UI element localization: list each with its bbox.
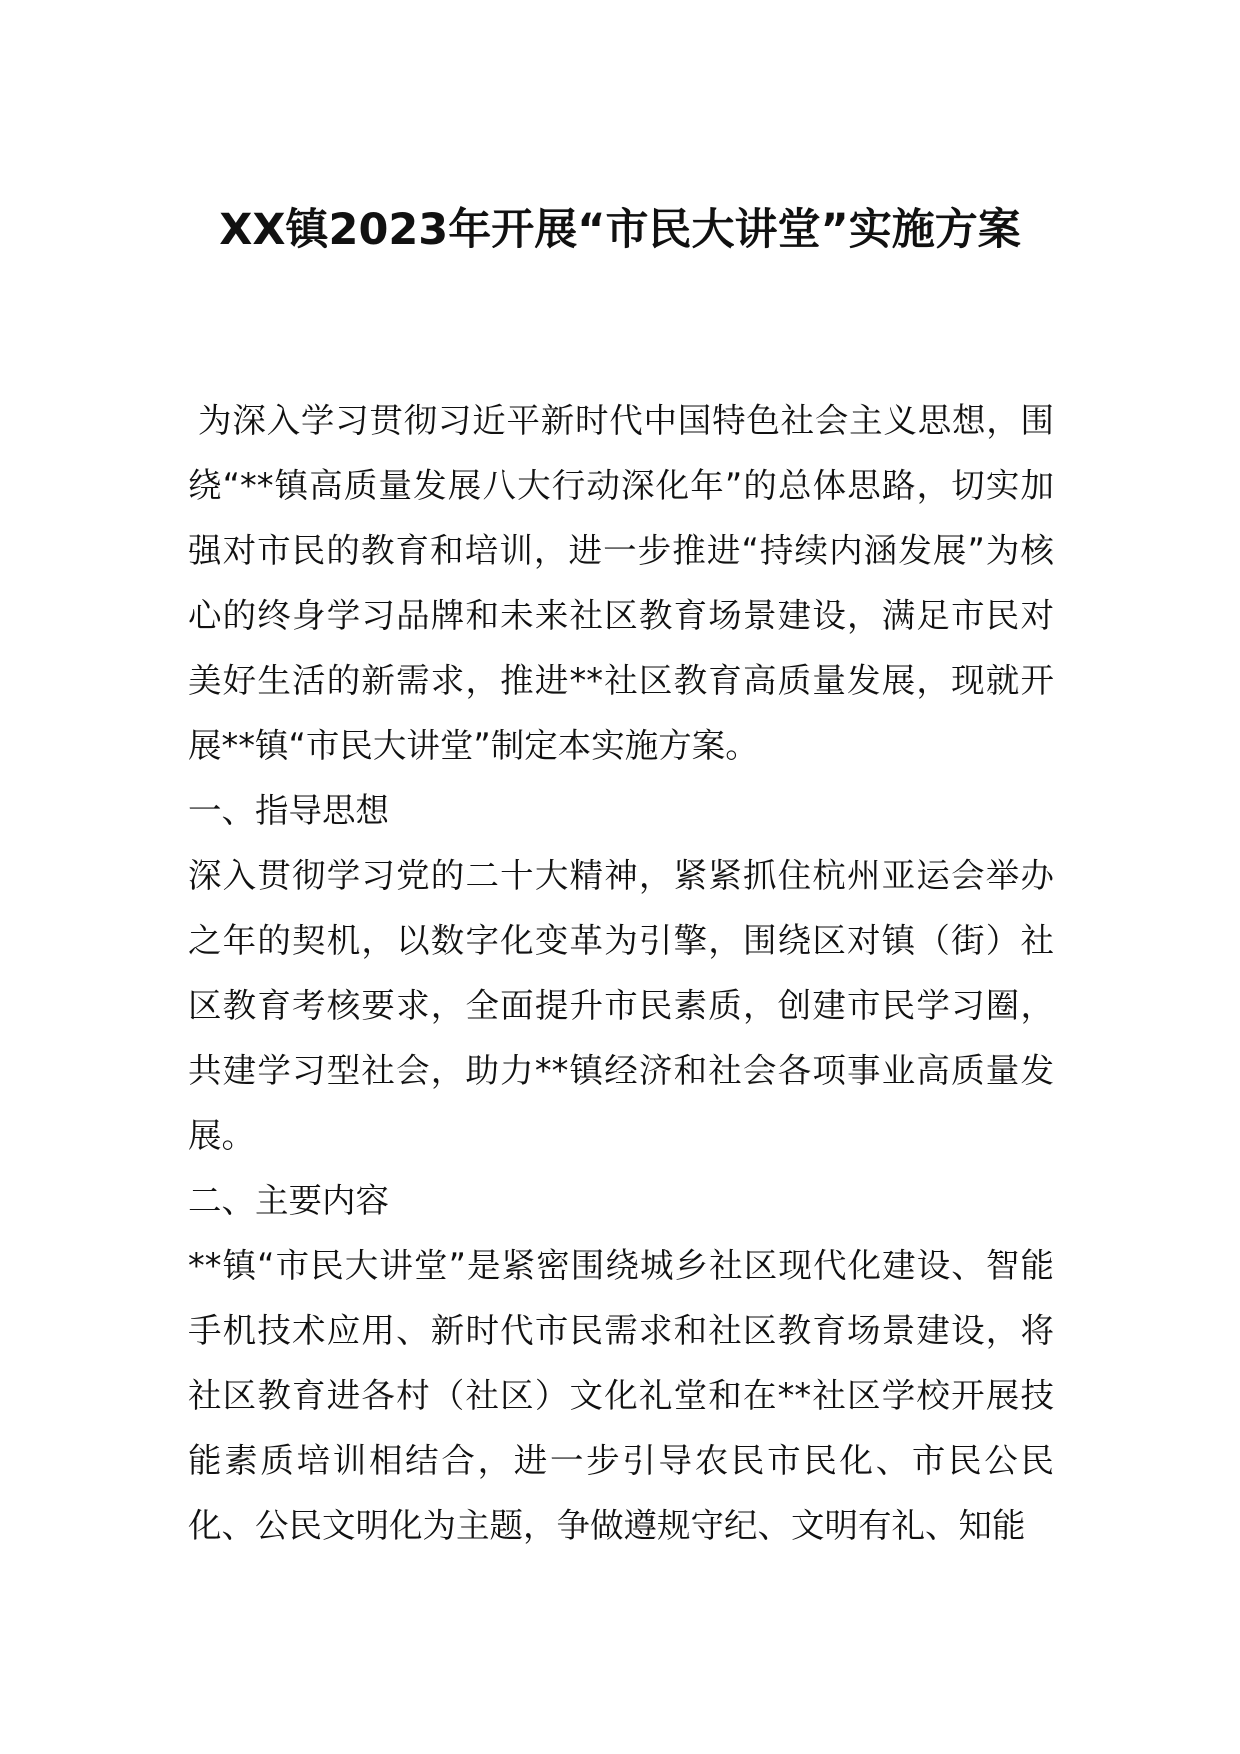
section-heading-main-content: 二、主要内容 xyxy=(188,1181,389,1220)
intro-paragraph: 为深入学习贯彻习近平新时代中国特色社会主义思想，围绕“**镇高质量发展八大行动深化年”的总体思路，切实加强对市民的教育和培训，进一步推进“持续内涵发展”为核心的终身学习品牌和未来社区教育场景建设，满足市民对美好生活的新需求，推进**社区教育高质量发展，现就开展**镇“市民大讲堂”制定本实施方案。 xyxy=(188,401,1054,765)
section-heading-guiding-thought: 一、指导思想 xyxy=(188,791,389,830)
section-body-guiding-thought: 深入贯彻学习党的二十大精神，紧紧抓住杭州亚运会举办之年的契机，以数字化变革为引擎，围绕区对镇（街）社区教育考核要求，全面提升市民素质，创建市民学习圈，共建学习型社会，助力**镇经济和社会各项事业高质量发展。 xyxy=(188,856,1054,1155)
document-title: XX镇2023年开展“市民大讲堂”实施方案 xyxy=(219,205,1021,255)
document-body xyxy=(188,388,1054,1558)
section-body-main-content: **镇“市民大讲堂”是紧密围绕城乡社区现代化建设、智能手机技术应用、新时代市民需求和社区教育场景建设，将社区教育进各村（社区）文化礼堂和在**社区学校开展技能素质培训相结合，进一步引导农民市民化、市民公民化、公民文明化为主题，争做遵规守纪、文明有礼、知能 xyxy=(188,1246,1054,1545)
